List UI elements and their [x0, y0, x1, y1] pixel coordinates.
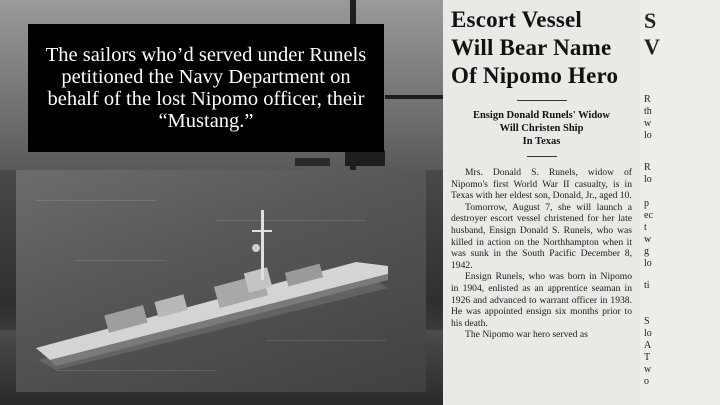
headline-divider [517, 100, 567, 101]
column-fragment: ti [644, 280, 650, 291]
newspaper-clipping [443, 0, 640, 405]
body-paragraph: The Nipomo war hero served as [465, 329, 588, 341]
dock-structure [295, 158, 330, 166]
column-fragment: lo [644, 258, 652, 269]
clipping-body [451, 167, 632, 341]
column-fragment: p [644, 198, 649, 209]
column-fragment: R [644, 94, 651, 105]
body-paragraph: Mrs. Donald S. Runels, widow of Nipomo's first World War II casualty, is in Texas with her eldest son, Donald, Jr., aged 10. [451, 167, 632, 202]
column-fragment: T [644, 352, 651, 363]
subhead-divider [527, 156, 557, 157]
column-fragment: A [644, 340, 652, 351]
column-fragment: g [644, 246, 649, 257]
destroyer-escort-icon [16, 170, 426, 392]
column-fragment: o [644, 376, 649, 387]
crane-arm [385, 95, 445, 99]
column-fragment: R [644, 162, 651, 173]
clipping-headline [451, 6, 640, 90]
column-fragment: lo [644, 130, 652, 141]
body-paragraph: Tomorrow, August 7, she will launch a destroyer escort vessel christened for her late husband, Ensign Donald S. Runels, who was killed in action on the Northhampton when it was sunk in the South Pacific December 8, 1942. [451, 201, 632, 271]
column-fragment: S [644, 316, 650, 327]
column-fragment: S [644, 8, 657, 33]
headline-line: Of Nipomo Hero [451, 63, 619, 88]
column-fragment: w [644, 364, 652, 375]
crane-base [345, 150, 385, 166]
column-fragment: V [644, 34, 660, 59]
column-fragment: w [644, 234, 652, 245]
adjacent-column [640, 0, 720, 405]
caption-box [28, 24, 384, 152]
column-fragment: lo [644, 328, 652, 339]
ship-photo [16, 170, 426, 392]
column-fragment: t [644, 222, 647, 233]
subhead-line: In Texas [522, 136, 561, 147]
column-fragment: lo [644, 174, 652, 185]
column-fragment: ec [644, 210, 653, 221]
caption-text: The sailors who’d served under Runels petitioned the Navy Department on behalf of the lost Nipomo officer, their “Mustang.” [45, 44, 367, 132]
column-fragment: w [644, 118, 652, 129]
body-paragraph: Ensign Runels, who was born in Nipomo in 1904, enlisted as an apprentice seaman in 1926 and advanced to warrant officer in 1938. He was appointed ensign six months prior to his death. [451, 271, 632, 329]
column-fragment: th [644, 106, 652, 117]
headline-line: Will Bear Name [451, 35, 612, 60]
clipping-subhead [443, 109, 640, 148]
subhead-line: Will Christen Ship [499, 123, 584, 134]
headline-line: Escort Vessel [451, 7, 583, 32]
subhead-line: Ensign Donald Runels' Widow [472, 110, 611, 121]
